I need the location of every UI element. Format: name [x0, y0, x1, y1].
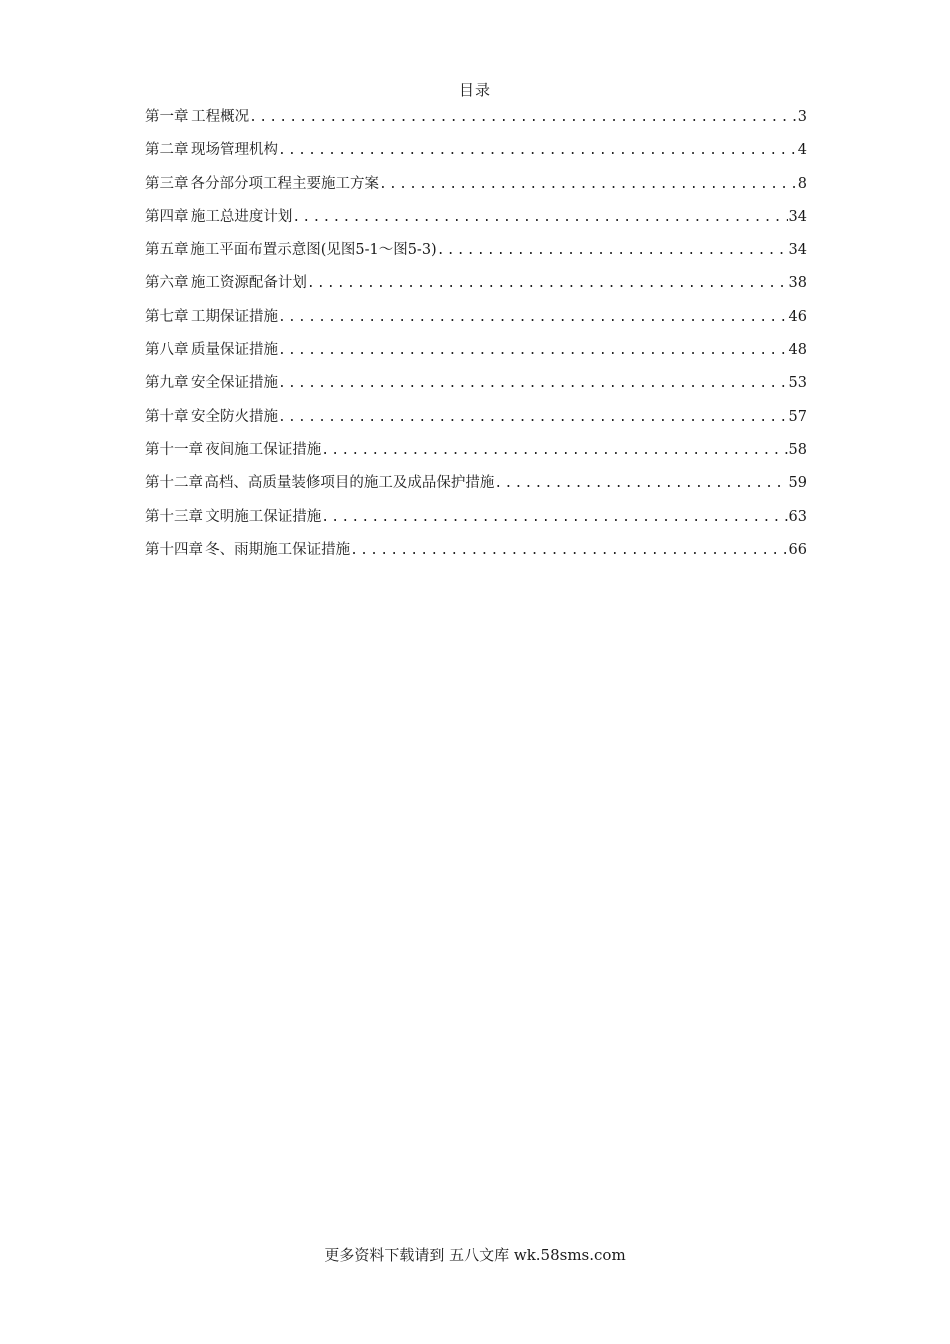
toc-dot-leader	[278, 140, 797, 162]
toc-page-number: 3	[797, 109, 807, 125]
toc-entry-title: 高档、高质量装修项目的施工及成品保护措施	[204, 475, 495, 492]
toc-entry[interactable]	[145, 439, 807, 472]
toc-dot-leader	[321, 507, 787, 529]
toc-dot-leader	[437, 240, 788, 262]
toc-chapter-label: 第十四章	[145, 541, 203, 558]
toc-page-number: 48	[788, 342, 807, 359]
toc-page-number: 4	[797, 142, 807, 159]
toc-page-number: 34	[788, 208, 807, 225]
toc-entry-title: 安全保证措施	[190, 375, 278, 392]
toc-chapter-label: 第十一章	[145, 441, 203, 458]
toc-chapter-label: 第八章	[145, 342, 189, 359]
toc-entry[interactable]	[145, 372, 807, 405]
toc-list	[145, 106, 807, 572]
toc-entry[interactable]	[145, 406, 807, 439]
toc-entry[interactable]	[145, 139, 807, 172]
toc-page-number: 66	[788, 541, 807, 558]
toc-entry[interactable]	[145, 206, 807, 239]
toc-entry-title: 夜间施工保证措施	[205, 441, 322, 458]
toc-entry-title: 冬、雨期施工保证措施	[205, 541, 351, 558]
toc-dot-leader	[249, 107, 797, 129]
toc-dot-leader	[494, 473, 787, 495]
toc-chapter-label: 第十章	[145, 408, 189, 425]
toc-entry-title: 各分部分项工程主要施工方案	[190, 175, 380, 192]
toc-entry-title: 工期保证措施	[190, 308, 278, 325]
toc-entry-title: 文明施工保证措施	[205, 508, 322, 525]
toc-entry[interactable]	[145, 239, 807, 272]
toc-chapter-label: 第二章	[145, 142, 189, 159]
toc-page-number: 46	[788, 308, 807, 325]
footer-note: 更多资料下载请到 五八文库 wk.58sms.com	[324, 1246, 626, 1264]
toc-chapter-label: 第七章	[145, 308, 189, 325]
toc-page-number: 8	[797, 175, 807, 192]
toc-chapter-label: 第三章	[145, 175, 189, 192]
toc-entry[interactable]	[145, 173, 807, 206]
toc-entry-title: 质量保证措施	[190, 342, 278, 359]
toc-entry-title: 施工平面布置示意图(见图5-1～图5-3)	[190, 242, 437, 259]
toc-chapter-label: 第十二章	[145, 475, 203, 492]
toc-page-number: 57	[788, 408, 807, 425]
toc-entry[interactable]	[145, 539, 807, 572]
toc-entry[interactable]	[145, 472, 807, 505]
toc-entry[interactable]	[145, 506, 807, 539]
toc-entry-title: 安全防火措施	[190, 408, 278, 425]
toc-dot-leader	[307, 273, 788, 295]
toc-page-number: 59	[788, 475, 807, 492]
toc-entry[interactable]	[145, 106, 807, 139]
toc-chapter-label: 第九章	[145, 375, 189, 392]
toc-chapter-label: 第十三章	[145, 508, 203, 525]
toc-chapter-label: 第六章	[145, 275, 189, 292]
toc-entry-title: 工程概况	[191, 109, 250, 125]
toc-entry-title: 现场管理机构	[191, 142, 279, 159]
toc-title: 目录	[458, 81, 491, 99]
toc-page-number: 53	[788, 375, 807, 392]
toc-dot-leader	[278, 307, 788, 329]
toc-dot-leader	[278, 340, 788, 362]
toc-page-number: 38	[788, 275, 807, 292]
toc-page-number: 58	[788, 441, 807, 458]
toc-entry[interactable]	[145, 339, 807, 372]
toc-chapter-label: 第五章	[145, 242, 189, 259]
toc-entry[interactable]	[145, 272, 807, 305]
toc-dot-leader	[350, 540, 787, 562]
toc-entry-title: 施工总进度计划	[190, 208, 293, 225]
toc-entry[interactable]	[145, 306, 807, 339]
toc-dot-leader	[321, 440, 787, 462]
toc-chapter-label: 第四章	[145, 208, 189, 225]
toc-entry-title: 施工资源配备计划	[190, 275, 307, 292]
toc-dot-leader	[379, 174, 797, 196]
toc-dot-leader	[292, 207, 787, 229]
toc-page-number: 34	[788, 242, 807, 259]
toc-chapter-label: 第一章	[145, 109, 189, 125]
toc-page-number: 63	[788, 508, 807, 525]
toc-dot-leader	[278, 407, 788, 429]
toc-dot-leader	[278, 373, 788, 395]
